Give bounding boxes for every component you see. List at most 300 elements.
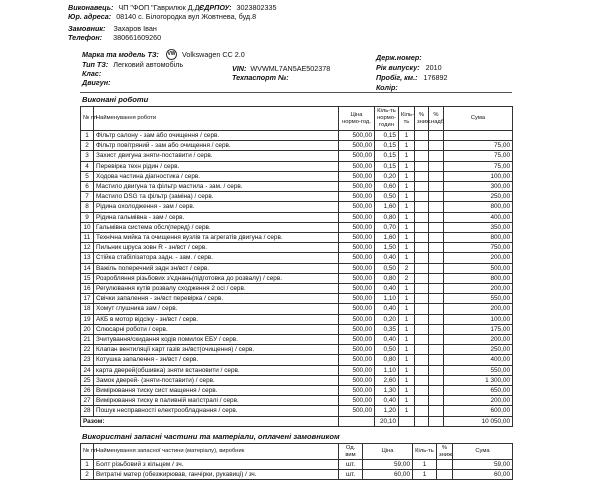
parts-table (80, 443, 513, 480)
work-disc (415, 365, 429, 375)
work-price: 500,00 (339, 284, 375, 294)
customer-row (68, 24, 157, 33)
work-price: 500,00 (339, 304, 375, 314)
part-no: 2 (81, 470, 94, 480)
work-markup (429, 345, 444, 355)
work-qty: 2 (399, 263, 415, 273)
work-no: 18 (81, 304, 94, 314)
work-name: Регулювання кутів розвалу сходження 2 осі / серв. (94, 284, 339, 294)
part-qty: 1 (413, 460, 437, 470)
class-label: Клас: (82, 69, 102, 78)
work-price: 500,00 (339, 355, 375, 365)
work-qty: 2 (399, 273, 415, 283)
table-row (81, 314, 513, 324)
table-row (81, 365, 513, 375)
work-price: 500,00 (339, 324, 375, 334)
edrpou-label: ЄДРПОУ: (199, 3, 232, 12)
work-disc (415, 141, 429, 151)
work-no: 17 (81, 294, 94, 304)
part-disc (437, 470, 453, 480)
works-table (80, 106, 513, 427)
work-price: 500,00 (339, 314, 375, 324)
work-qty: 1 (399, 355, 415, 365)
work-disc (415, 406, 429, 416)
work-disc (415, 294, 429, 304)
work-hours: 2,60 (375, 375, 399, 385)
work-hours: 1,20 (375, 406, 399, 416)
color-label: Колір: (376, 83, 398, 92)
year-row (376, 63, 442, 72)
work-price: 500,00 (339, 171, 375, 181)
work-hours: 0,80 (375, 212, 399, 222)
work-disc (415, 273, 429, 283)
work-disc (415, 355, 429, 365)
type-row (82, 60, 183, 69)
work-no: 14 (81, 263, 94, 273)
parts-col-no: № пп (81, 444, 94, 460)
table-row (81, 345, 513, 355)
part-name: Болт різьбовий з кільцем / зч. (94, 460, 339, 470)
work-name: Фільтр салону - зам або очищення / серв. (94, 131, 339, 141)
work-hours: 0,60 (375, 182, 399, 192)
work-markup (429, 202, 444, 212)
work-name: Технічна мийка та очищення вузлів та агрегатів двигуна / серв. (94, 233, 339, 243)
work-sum: 200,00 (444, 396, 513, 406)
work-sum: 400,00 (444, 355, 513, 365)
table-row (81, 406, 513, 416)
work-no: 16 (81, 284, 94, 294)
work-qty: 1 (399, 253, 415, 263)
table-row (81, 141, 513, 151)
work-sum: 75,00 (444, 141, 513, 151)
contractor-row (68, 3, 204, 12)
work-sum: 550,00 (444, 365, 513, 375)
work-disc (415, 212, 429, 222)
work-no: 5 (81, 171, 94, 181)
parts-col-unit: Од. вим (339, 444, 363, 460)
contractor-value: ЧП "ФОП "Гаврилюк Д.Д." (118, 3, 205, 12)
work-qty: 1 (399, 284, 415, 294)
work-name: Вимірювання тиску в паливній магістралі / серв. (94, 396, 339, 406)
work-price: 500,00 (339, 212, 375, 222)
work-qty: 1 (399, 406, 415, 416)
work-qty: 1 (399, 396, 415, 406)
work-price: 500,00 (339, 131, 375, 141)
work-name: карта дверей(обшивка) зняти встановити / серв. (94, 365, 339, 375)
work-disc (415, 396, 429, 406)
work-disc (415, 182, 429, 192)
work-name: Вимірювання тиску сист мащення / серв. (94, 386, 339, 396)
work-no: 24 (81, 365, 94, 375)
work-markup (429, 182, 444, 192)
section-divider (80, 92, 512, 93)
col-no: № пп (81, 107, 94, 131)
work-markup (429, 335, 444, 345)
mileage-label: Пробіг, км.: (376, 73, 418, 82)
type-label: Тип ТЗ: (82, 60, 109, 69)
work-price: 500,00 (339, 406, 375, 416)
phone-row (68, 33, 161, 42)
work-no: 6 (81, 182, 94, 192)
table-row (81, 151, 513, 161)
work-name: АКБ в мотор відсіку - зн/вст / серв. (94, 314, 339, 324)
work-disc (415, 171, 429, 181)
table-row (81, 202, 513, 212)
work-no: 9 (81, 212, 94, 222)
table-row (81, 470, 513, 480)
parts-col-name: Найменування запасної частини (матеріалу), виробник (94, 444, 339, 460)
work-sum: 200,00 (444, 335, 513, 345)
work-no: 8 (81, 202, 94, 212)
work-markup (429, 294, 444, 304)
work-sum: 200,00 (444, 253, 513, 263)
engine-row (82, 78, 111, 87)
work-hours: 0,40 (375, 335, 399, 345)
work-markup (429, 304, 444, 314)
part-name: Витратні матер (обезжирював, ганчірки, рукавиці) / зч. (94, 470, 339, 480)
work-no: 4 (81, 161, 94, 171)
work-sum: 200,00 (444, 284, 513, 294)
work-disc (415, 233, 429, 243)
phone-label: Телефон: (68, 33, 103, 42)
table-row (81, 263, 513, 273)
work-markup (429, 324, 444, 334)
work-name: Фільтр повітряний - зам або очищення / серв. (94, 141, 339, 151)
customer-label: Замовник: (68, 24, 106, 33)
work-name: Пильник шруса зовн R - зн/вст / серв. (94, 243, 339, 253)
work-markup (429, 253, 444, 263)
work-no: 10 (81, 222, 94, 232)
parts-col-qty: Кіль-ть (413, 444, 437, 460)
work-hours: 0,15 (375, 131, 399, 141)
work-no: 21 (81, 335, 94, 345)
work-price: 500,00 (339, 243, 375, 253)
work-name: Захист двигуна зняти-поставити / серв. (94, 151, 339, 161)
work-name: Стійка стабілізатора задн. - зам. / серв. (94, 253, 339, 263)
work-markup (429, 161, 444, 171)
work-name: Ходова частина діагностика / серв. (94, 171, 339, 181)
table-row (81, 233, 513, 243)
work-qty: 1 (399, 182, 415, 192)
work-name: Свічки запалення - зн/вст перевірка / серв. (94, 294, 339, 304)
total-price-empty (339, 416, 375, 426)
work-no: 25 (81, 375, 94, 385)
work-price: 500,00 (339, 365, 375, 375)
work-sum: 800,00 (444, 273, 513, 283)
col-price: Ціна нормо-год. (339, 107, 375, 131)
table-row (81, 192, 513, 202)
work-qty: 1 (399, 386, 415, 396)
work-price: 500,00 (339, 345, 375, 355)
parts-section-title: Використані запасні частини та матеріали, оплачені замовником (82, 432, 340, 441)
work-qty: 1 (399, 131, 415, 141)
work-markup (429, 263, 444, 273)
work-qty: 1 (399, 141, 415, 151)
work-markup (429, 396, 444, 406)
part-unit: шт. (339, 460, 363, 470)
work-name: Клапан вентиляції карт газів зн/вст(очищення) / серв. (94, 345, 339, 355)
customer-value: Захаров Іван (113, 24, 157, 33)
work-hours: 1,50 (375, 243, 399, 253)
part-price: 60,00 (363, 470, 413, 480)
work-sum: 100,00 (444, 314, 513, 324)
contractor-label: Виконавець: (68, 3, 114, 12)
total-sum: 10 050,00 (444, 416, 513, 426)
work-hours: 0,15 (375, 151, 399, 161)
table-row (81, 460, 513, 470)
table-row (81, 355, 513, 365)
work-price: 500,00 (339, 233, 375, 243)
work-markup (429, 386, 444, 396)
work-name: Котушка запалення - зн/вст / серв. (94, 355, 339, 365)
work-markup (429, 212, 444, 222)
work-price: 500,00 (339, 182, 375, 192)
part-unit: шт. (339, 470, 363, 480)
part-sum: 59,00 (453, 460, 513, 470)
work-qty: 1 (399, 233, 415, 243)
phone-value: 380661609260 (113, 33, 162, 42)
address-row (68, 12, 256, 21)
work-qty: 1 (399, 202, 415, 212)
total-hours: 20,10 (375, 416, 399, 426)
vin-value: WVWML7AN5AE502378 (250, 64, 331, 73)
work-hours: 0,40 (375, 396, 399, 406)
col-markup: % надб (429, 107, 444, 131)
work-hours: 1,60 (375, 202, 399, 212)
work-markup (429, 314, 444, 324)
work-markup (429, 141, 444, 151)
work-name: Рідина гальмівна - зам / серв. (94, 212, 339, 222)
col-hours: Кіль-ть нормо- годин (375, 107, 399, 131)
work-disc (415, 151, 429, 161)
work-price: 500,00 (339, 375, 375, 385)
part-qty: 1 (413, 470, 437, 480)
work-markup (429, 131, 444, 141)
table-row (81, 171, 513, 181)
work-sum: 250,00 (444, 192, 513, 202)
work-name: Зчитування/скидання кодів помилок ЕБУ / серв. (94, 335, 339, 345)
part-price: 59,00 (363, 460, 413, 470)
work-disc (415, 375, 429, 385)
table-row (81, 273, 513, 283)
work-markup (429, 151, 444, 161)
work-qty: 1 (399, 212, 415, 222)
work-price: 500,00 (339, 151, 375, 161)
brand-row (82, 50, 159, 59)
work-price: 500,00 (339, 396, 375, 406)
work-no: 22 (81, 345, 94, 355)
volkswagen-logo-icon: VW (166, 49, 177, 60)
work-hours: 0,20 (375, 314, 399, 324)
work-markup (429, 233, 444, 243)
address-value: 08140 с. Білогородка вул Жовтнева, буд.8 (116, 12, 257, 21)
work-sum: 600,00 (444, 406, 513, 416)
work-price: 500,00 (339, 202, 375, 212)
work-sum: 400,00 (444, 212, 513, 222)
work-sum: 100,00 (444, 171, 513, 181)
work-hours: 1,10 (375, 294, 399, 304)
color-row (376, 83, 398, 92)
work-disc (415, 304, 429, 314)
edrpou-row (199, 3, 277, 12)
work-no: 23 (81, 355, 94, 365)
work-hours: 0,35 (375, 324, 399, 334)
address-label: Юр. адреса: (68, 12, 112, 21)
work-sum: 250,00 (444, 345, 513, 355)
work-name: Слюсарні роботи / серв. (94, 324, 339, 334)
work-markup (429, 375, 444, 385)
total-disc-empty (415, 416, 429, 426)
work-qty: 1 (399, 365, 415, 375)
work-hours: 0,40 (375, 304, 399, 314)
work-hours: 0,50 (375, 345, 399, 355)
work-price: 500,00 (339, 294, 375, 304)
work-sum (444, 131, 513, 141)
table-row (81, 182, 513, 192)
part-disc (437, 460, 453, 470)
work-markup (429, 355, 444, 365)
work-name: Хомут глушника зам / серв. (94, 304, 339, 314)
work-no: 15 (81, 273, 94, 283)
work-disc (415, 345, 429, 355)
work-qty: 1 (399, 222, 415, 232)
work-disc (415, 324, 429, 334)
parts-header-row (81, 444, 513, 460)
brand-label: Марка та модель ТЗ: (82, 50, 159, 59)
work-sum: 1 300,00 (444, 375, 513, 385)
work-sum: 650,00 (444, 386, 513, 396)
table-row (81, 375, 513, 385)
work-hours: 0,80 (375, 355, 399, 365)
work-disc (415, 314, 429, 324)
table-row (81, 253, 513, 263)
work-price: 500,00 (339, 161, 375, 171)
parts-col-sum: Сума (453, 444, 513, 460)
work-sum: 175,00 (444, 324, 513, 334)
work-hours: 0,15 (375, 141, 399, 151)
brand-value: Volkswagen CC 2.0 (182, 50, 245, 59)
table-row (81, 284, 513, 294)
work-hours: 0,50 (375, 192, 399, 202)
work-no: 27 (81, 396, 94, 406)
year-value: 2010 (425, 63, 442, 72)
work-sum: 200,00 (444, 304, 513, 314)
work-qty: 1 (399, 294, 415, 304)
table-row (81, 324, 513, 334)
work-sum: 75,00 (444, 151, 513, 161)
edrpou-value: 3023802335 (236, 3, 277, 12)
table-row (81, 161, 513, 171)
work-price: 500,00 (339, 273, 375, 283)
work-qty: 1 (399, 335, 415, 345)
work-qty: 1 (399, 304, 415, 314)
work-name: Мастило двигуна та фільтр мастила - зам. / серв. (94, 182, 339, 192)
works-section-title: Виконані роботи (82, 95, 149, 104)
work-qty: 1 (399, 171, 415, 181)
work-hours: 1,60 (375, 233, 399, 243)
work-qty: 1 (399, 375, 415, 385)
work-price: 500,00 (339, 335, 375, 345)
work-qty: 1 (399, 161, 415, 171)
table-row (81, 386, 513, 396)
work-no: 20 (81, 324, 94, 334)
work-qty: 1 (399, 345, 415, 355)
table-row (81, 304, 513, 314)
reg-label: Держ.номер: (376, 53, 422, 62)
work-markup (429, 365, 444, 375)
work-name: Рідина охолодження - зам / серв. (94, 202, 339, 212)
work-price: 500,00 (339, 386, 375, 396)
work-no: 13 (81, 253, 94, 263)
work-qty: 1 (399, 314, 415, 324)
work-name: Пошук несправності електрообладнання / серв. (94, 406, 339, 416)
work-sum: 500,00 (444, 263, 513, 273)
engine-label: Двигун: (82, 78, 111, 87)
work-name: Важіль поперечний задн зн/вст / серв. (94, 263, 339, 273)
table-row (81, 335, 513, 345)
works-header-row (81, 107, 513, 131)
work-disc (415, 222, 429, 232)
type-value: Легковий автомобіль (113, 60, 184, 69)
work-name: Замок дверей- (зняти-поставити) / серв. (94, 375, 339, 385)
work-disc (415, 192, 429, 202)
work-no: 1 (81, 131, 94, 141)
work-sum: 300,00 (444, 182, 513, 192)
passport-label: Техпаспорт №: (232, 73, 289, 82)
work-hours: 0,40 (375, 253, 399, 263)
work-qty: 1 (399, 151, 415, 161)
mileage-row (376, 73, 447, 82)
vin-label: VIN: (232, 64, 247, 73)
work-sum: 75,00 (444, 161, 513, 171)
work-markup (429, 273, 444, 283)
col-name: Найменування роботи (94, 107, 339, 131)
vin-row (232, 64, 330, 73)
work-price: 500,00 (339, 222, 375, 232)
work-qty: 1 (399, 324, 415, 334)
passport-row (232, 73, 289, 82)
work-markup (429, 284, 444, 294)
work-qty: 1 (399, 192, 415, 202)
table-row (81, 131, 513, 141)
work-sum: 800,00 (444, 233, 513, 243)
work-price: 500,00 (339, 192, 375, 202)
work-markup (429, 192, 444, 202)
work-disc (415, 131, 429, 141)
work-hours: 0,40 (375, 284, 399, 294)
work-price: 500,00 (339, 253, 375, 263)
work-name: Перевірка техн рідин / серв. (94, 161, 339, 171)
work-name: Розробляння різьбових з'єднань(підготовка до розвалу) / серв. (94, 273, 339, 283)
table-row (81, 222, 513, 232)
parts-col-price: Ціна (363, 444, 413, 460)
work-hours: 0,80 (375, 273, 399, 283)
works-total-row (81, 416, 513, 426)
work-disc (415, 386, 429, 396)
mileage-value: 176892 (423, 73, 448, 82)
col-qty: Кіль-ть (399, 107, 415, 131)
work-no: 11 (81, 233, 94, 243)
work-markup (429, 222, 444, 232)
part-sum: 60,00 (453, 470, 513, 480)
work-hours: 1,10 (375, 365, 399, 375)
work-hours: 0,20 (375, 171, 399, 181)
work-no: 3 (81, 151, 94, 161)
table-row (81, 212, 513, 222)
work-hours: 0,70 (375, 222, 399, 232)
total-label: Разом: (81, 416, 339, 426)
work-hours: 0,15 (375, 161, 399, 171)
